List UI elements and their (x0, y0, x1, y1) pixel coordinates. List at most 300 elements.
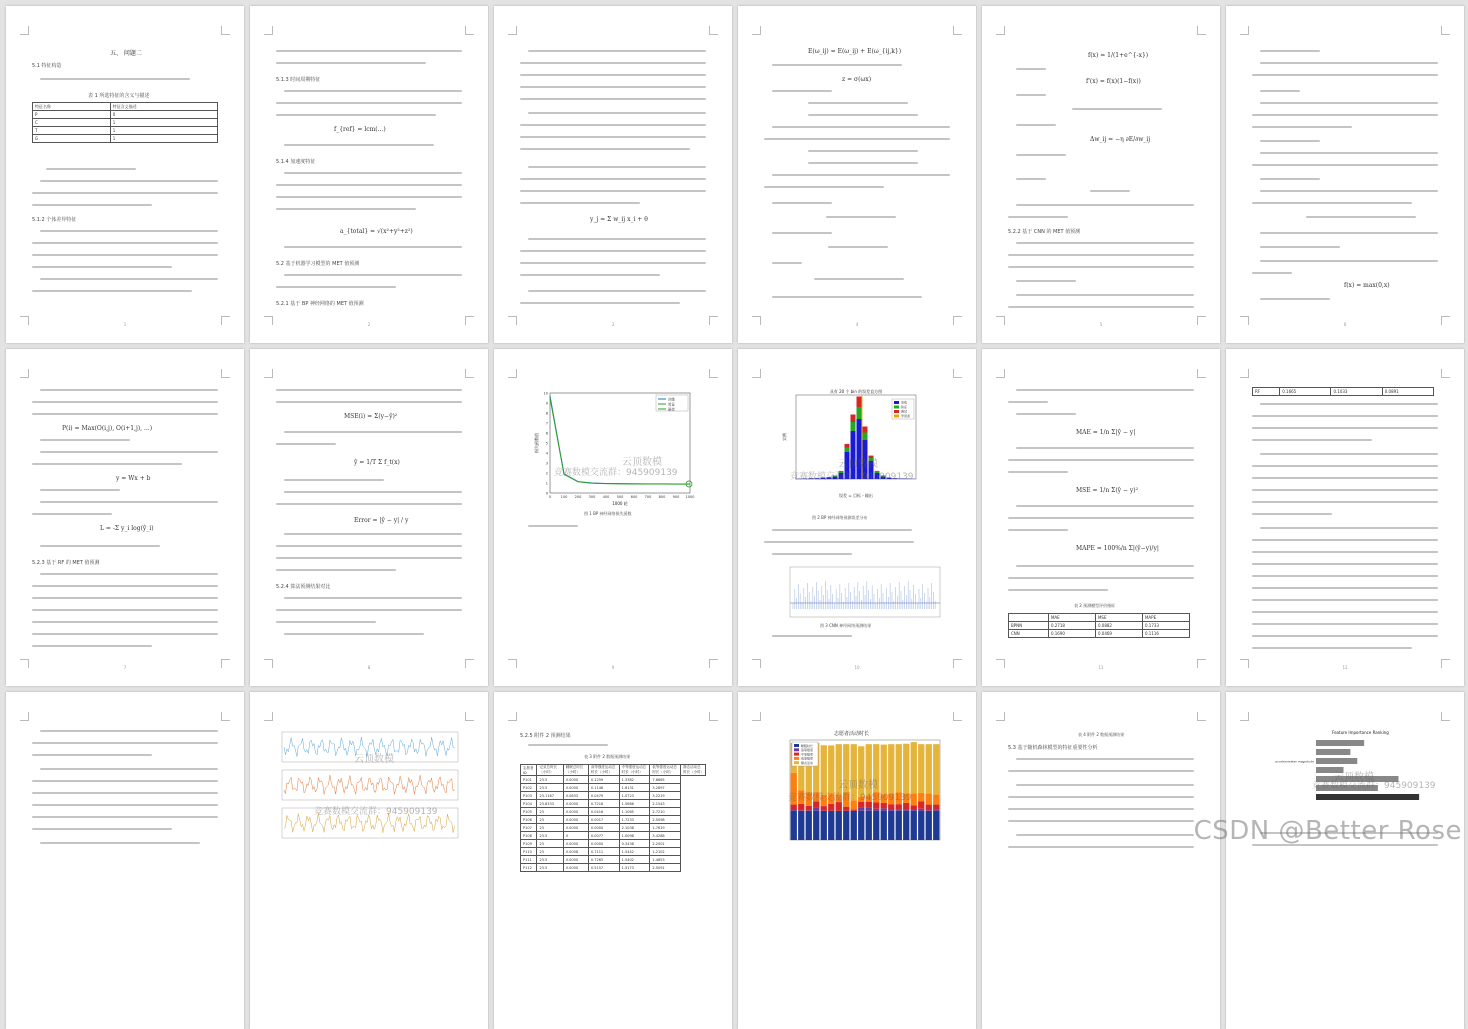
table-cell: 1 (110, 135, 217, 143)
formula: Δw_ij = −η ∂E/∂w_ij (1090, 136, 1150, 143)
document-page[interactable] (250, 349, 488, 686)
x-tick-label: 200 (575, 495, 582, 499)
stacked-bar-segment (896, 744, 902, 792)
table-cell: 1.2102 (650, 848, 681, 856)
formula: z = σ(ωx) (842, 76, 871, 83)
table-row (521, 832, 706, 840)
table-cell: RF (1253, 388, 1280, 396)
stacked-bar-segment (903, 810, 909, 811)
table-cell: 23.5 (537, 856, 563, 864)
table-cell: P104 (521, 800, 537, 808)
stacked-bar-segment (911, 742, 917, 793)
table-cell: 0.0017 (588, 816, 619, 824)
watermark-text: 云顶数模 (622, 453, 662, 468)
stacked-bar-segment (791, 805, 797, 810)
stacked-bar-segment (926, 805, 932, 811)
table-cell: 0.0833 (563, 792, 588, 800)
x-tick-label: 300 (589, 495, 596, 499)
document-page[interactable] (982, 692, 1220, 1029)
table-cell: 3.4288 (650, 832, 681, 840)
stacked-bar-segment (926, 811, 932, 840)
stacked-bar-segment (926, 744, 932, 793)
document-page[interactable] (6, 349, 244, 686)
stacked-bar-segment (813, 811, 819, 840)
feature-table (32, 102, 218, 143)
table-cell: 0.5157 (588, 864, 619, 872)
table-cell: 0.0000 (563, 808, 588, 816)
stacked-bar-segment (806, 806, 812, 811)
table-row (521, 848, 706, 856)
legend-label: 中等强度 (801, 751, 813, 756)
x-axis-label: 误差 = 目标 - 输出 (839, 492, 873, 498)
subsection-heading: 5.2.1 基于 BP 神经网络的 MET 值预测 (276, 300, 364, 307)
stacked-bar-segment (806, 811, 812, 840)
formula: P(i) = Max(O(i,j), O(i+1,j), ...) (62, 425, 152, 432)
stacked-bar-segment (933, 744, 939, 794)
csdn-watermark: CSDN @Better Rose (1194, 816, 1462, 846)
document-page[interactable] (738, 6, 976, 343)
table-cell: G (33, 135, 111, 143)
importance-bar (1316, 758, 1357, 764)
table-cell: C (33, 119, 111, 127)
figure-caption: 图 2 BP 神经网络预测误差分布 (812, 515, 868, 521)
importance-bar (1316, 740, 1364, 746)
x-axis-label: 1000 轮 (612, 500, 627, 506)
x-tick-label: 400 (603, 495, 610, 499)
metrics-table-continued (1252, 387, 1434, 396)
chart-title: 志愿者活动时长 (834, 730, 869, 737)
table-header: 静态活动总时长（小时） (681, 765, 706, 776)
stacked-bar-segment (911, 811, 917, 840)
page-number: 7 (6, 665, 244, 670)
document-page[interactable] (738, 349, 976, 686)
legend-swatch (794, 761, 799, 764)
table-cell: 0.1733 (1142, 622, 1189, 630)
page-number: 9 (494, 665, 732, 670)
legend-label: 睡眠时长 (801, 743, 813, 748)
crop-mark (20, 26, 29, 35)
document-page[interactable] (982, 349, 1220, 686)
table-row (521, 840, 706, 848)
prediction-table (520, 764, 706, 872)
table-cell: 0.0008 (563, 848, 588, 856)
legend-swatch (794, 744, 799, 747)
document-page[interactable] (1226, 6, 1464, 343)
bar-test (851, 415, 856, 423)
stacked-bar-segment (836, 811, 842, 840)
table-header: MAE (1048, 614, 1095, 622)
table-row (521, 776, 706, 784)
crop-mark (221, 26, 230, 35)
table-cell: 1 (110, 127, 217, 135)
table-cell: 0.0000 (563, 776, 588, 784)
document-page[interactable] (1226, 349, 1464, 686)
subsection-heading: 5.1.2 个体差异特征 (32, 216, 76, 223)
legend-swatch (894, 401, 899, 404)
subsection-heading: 5.2.4 算法预测结果对比 (276, 583, 330, 590)
stacked-bar-segment (873, 803, 879, 809)
formula: E(ω_ij) = E(ω_ij) + E(ω_{ij,k}) (808, 48, 901, 55)
subsection-heading: 5.2.2 基于 CNN 的 MET 值预测 (1008, 228, 1080, 235)
table-cell: 1.0723 (619, 792, 650, 800)
legend-swatch (894, 410, 899, 413)
stacked-bar-segment (888, 744, 894, 793)
watermark-text: 竞赛数模交流群：945909139 (1312, 778, 1436, 791)
table-cell: 23.5 (537, 776, 563, 784)
y-tick-label: 9 (546, 402, 548, 406)
table-header: 特征含义描述 (110, 103, 217, 111)
legend-swatch (894, 415, 899, 418)
bar-validation (845, 448, 850, 453)
table-cell: 1 (110, 119, 217, 127)
y-tick-label: 3 (546, 462, 548, 466)
y-tick-label: 8 (546, 412, 548, 416)
table-cell: 0 (110, 111, 217, 119)
legend-swatch (794, 753, 799, 756)
legend-swatch (794, 757, 799, 760)
table-cell: 0.1665 (1280, 388, 1331, 396)
stacked-bar-segment (798, 804, 804, 811)
table-cell: 1.5666 (619, 800, 650, 808)
legend-label: 低等强度 (801, 756, 813, 761)
document-page[interactable] (6, 6, 244, 343)
chart-title: 具有 20 个 bin 的误差直方图 (830, 388, 882, 394)
table-row (521, 784, 706, 792)
chart-title: Feature Importance Ranking (1332, 730, 1389, 735)
table-cell: 0.1116 (1142, 630, 1189, 638)
table-cell: 23.5 (537, 832, 563, 840)
x-tick-label: 700 (645, 495, 652, 499)
table-cell: 3.2897 (650, 784, 681, 792)
table-cell: P101 (521, 776, 537, 784)
watermark-text: 云顶数模 (838, 776, 878, 791)
table-cell: 23 (537, 816, 563, 824)
table-cell: 0.1146 (588, 784, 619, 792)
table-cell: 2.2001 (650, 840, 681, 848)
bar-validation (857, 407, 862, 419)
y-tick-label: 7 (546, 422, 548, 426)
formula: f(x) = 1/(1+e^{-x}) (1088, 52, 1148, 59)
stacked-bar-segment (918, 793, 924, 801)
legend-label: 验证 (901, 404, 907, 409)
table-cell: 23.8333 (537, 800, 563, 808)
table-cell: P105 (521, 808, 537, 816)
y-tick-label: 6 (546, 432, 548, 436)
page-number: 8 (250, 665, 488, 670)
table-caption: 表 3 附件 2 数据预测结果 (584, 754, 630, 760)
table-cell: P108 (521, 832, 537, 840)
table-cell: 2.1543 (650, 800, 681, 808)
formula: MAPE = 100%/n Σ|(ŷ−y)/y| (1076, 545, 1159, 552)
legend-label: 训练 (901, 400, 908, 405)
subsection-heading: 5.1 特征构造 (32, 62, 62, 69)
page-number: 3 (494, 322, 732, 327)
table-cell: 1.5402 (619, 856, 650, 864)
stacked-bar-segment (911, 810, 917, 811)
stacked-bar-segment (881, 811, 887, 840)
table-cell: P (33, 111, 111, 119)
table-cell: 7.6665 (650, 776, 681, 784)
table-cell: P107 (521, 824, 537, 832)
table-cell: 23.5 (537, 784, 563, 792)
table-cell: 1.5173 (619, 864, 650, 872)
stacked-bar-segment (933, 810, 939, 811)
formula: f'(x) = f(x)(1−f(x)) (1086, 78, 1141, 85)
stacked-bar-segment (813, 808, 819, 811)
watermark-text: 云顶数模 (354, 750, 394, 765)
table-cell: 0.0469 (1095, 630, 1142, 638)
formula: MSE(i) = Σ(y−ŷ)² (344, 413, 397, 420)
subsection-heading: 5.3 基于随机森林模型的特征重要性分析 (1008, 744, 1098, 751)
table-cell: 0.3438 (619, 840, 650, 848)
formula: y_j = Σ w_ij x_i + θ (590, 216, 648, 223)
legend-label: 测试 (901, 409, 907, 414)
x-tick-label: 100 (561, 495, 568, 499)
watermark-text: 竞赛数模交流群：945909139 (314, 804, 438, 817)
subsection-heading: 5.1.4 加速度特征 (276, 158, 315, 165)
table-cell: 0.0000 (563, 784, 588, 792)
table-row (521, 800, 706, 808)
stacked-bar-segment (843, 807, 849, 811)
y-axis-label: 损失函数值 (533, 433, 539, 453)
stacked-bar-segment (896, 811, 902, 840)
error-histogram-chart (780, 387, 950, 515)
legend-label: 零误差 (901, 413, 910, 418)
formula: MSE = 1/n Σ(ŷ − y)² (1076, 487, 1138, 494)
importance-bar (1316, 794, 1419, 800)
page-number: 4 (738, 322, 976, 327)
stacked-bar-segment (918, 801, 924, 809)
stacked-bar-segment (821, 811, 827, 840)
stacked-bar-segment (836, 802, 842, 811)
table-cell: 23 (537, 824, 563, 832)
stacked-bar-segment (821, 745, 827, 795)
table-cell: 0.7218 (588, 800, 619, 808)
stacked-bar-segment (933, 805, 939, 810)
y-axis-label: 实例 (781, 433, 787, 441)
table-cell: 0.0479 (588, 792, 619, 800)
table-cell: P103 (521, 792, 537, 800)
stacked-bar-segment (851, 810, 857, 811)
table-cell: 1.0098 (619, 832, 650, 840)
table-header: 记录总时长（小时） (537, 765, 563, 776)
table-cell: 1.1065 (619, 808, 650, 816)
table-cell: P109 (521, 840, 537, 848)
watermark-text: 云顶数模 (838, 455, 878, 470)
stacked-bar-segment (881, 803, 887, 808)
cnn-prediction-chart (784, 563, 944, 623)
table-header: 高等强度运动总时长（小时） (588, 765, 619, 776)
section-heading: 五、 问题二 (110, 48, 142, 57)
formula: f(x) = max(0,x) (1344, 282, 1390, 289)
document-page[interactable] (494, 349, 732, 686)
table-cell: P112 (521, 864, 537, 872)
document-page[interactable] (494, 692, 732, 1029)
stacked-bar-segment (918, 809, 924, 811)
stacked-bar-segment (798, 811, 804, 840)
page-number: 5 (982, 322, 1220, 327)
bar-validation (851, 422, 856, 431)
stacked-bar-segment (918, 811, 924, 840)
x-tick-label: 600 (631, 495, 638, 499)
table-cell: P111 (521, 856, 537, 864)
table-cell: BPNN (1009, 622, 1049, 630)
stacked-bar-segment (843, 811, 849, 840)
table-cell: 2.7210 (650, 808, 681, 816)
y-tick-label: 0 (546, 492, 548, 496)
stacked-bar-segment (828, 804, 834, 811)
document-page[interactable] (494, 6, 732, 343)
table-cell: 0.1259 (588, 776, 619, 784)
table-header: 特征名称 (33, 103, 111, 111)
legend-label: 高等强度 (801, 747, 813, 752)
table-cell: 0.0000 (563, 864, 588, 872)
stacked-bar-segment (896, 804, 902, 809)
stacked-bar-segment (866, 811, 872, 840)
stacked-bar-segment (851, 811, 857, 840)
table-cell: 0.0000 (563, 856, 588, 864)
watermark-text: 竞赛数模交流群：945909139 (790, 469, 914, 482)
feature-label: accelerometer magnitude (1275, 760, 1314, 764)
stacked-bar-segment (858, 811, 864, 840)
stacked-bar-segment (888, 810, 894, 811)
figure-caption: 图 3 CNN 神经网络预测结果 (820, 623, 871, 629)
importance-bar (1316, 749, 1350, 755)
subsection-heading: 5.2 基于机器学习模型的 MET 值预测 (276, 260, 359, 267)
table-cell: 23 (537, 848, 563, 856)
table-cell: 1.7233 (619, 816, 650, 824)
formula: y = Wx + b (116, 475, 150, 482)
document-page[interactable] (1226, 692, 1464, 1029)
table-header: 低等强度运动总时长（小时） (650, 765, 681, 776)
table-cell: 1.3382 (619, 776, 650, 784)
document-page[interactable] (250, 692, 488, 1029)
stacked-bar-segment (881, 808, 887, 811)
table-cell: P110 (521, 848, 537, 856)
table-cell: 0.0000 (563, 816, 588, 824)
subsection-heading: 5.2.3 基于 RF 的 MET 值预测 (32, 559, 100, 566)
stacked-bar-segment (903, 744, 909, 794)
stacked-bar-segment (933, 811, 939, 840)
page-number: 11 (982, 665, 1220, 670)
stacked-bar-segment (896, 809, 902, 811)
stacked-bar-segment (918, 744, 924, 793)
table-header: MSE (1095, 614, 1142, 622)
table-cell: 2.1038 (619, 824, 650, 832)
formula: f_{ref} = lcm(...) (334, 126, 386, 133)
loss-line-chart (532, 385, 702, 525)
document-page[interactable] (250, 6, 488, 343)
stacked-bar-segment (933, 795, 939, 805)
stacked-bar-segment (791, 810, 797, 811)
formula: ŷ = 1/T Σ f_t(x) (354, 459, 400, 466)
subsection-heading: 5.1.3 时间周期特征 (276, 76, 320, 83)
table-cell: 3.2219 (650, 792, 681, 800)
table-cell: 1.4853 (650, 856, 681, 864)
table-cell: P106 (521, 816, 537, 824)
stacked-bar-segment (903, 811, 909, 840)
table-cell: 0.7111 (588, 848, 619, 856)
table-cell: P102 (521, 784, 537, 792)
legend-label: 最佳 (668, 407, 676, 412)
subsection-heading: 5.2.5 附件 2 预测结果 (520, 732, 571, 739)
table-cell: 0.0000 (588, 824, 619, 832)
table-row (521, 808, 706, 816)
table-row (521, 816, 706, 824)
table-cell: 2.5098 (650, 816, 681, 824)
y-tick-label: 2 (546, 472, 548, 476)
y-tick-label: 5 (546, 442, 548, 446)
table-cell: 0.7263 (588, 856, 619, 864)
page-number: 6 (1226, 322, 1464, 327)
stacked-bar-segment (873, 809, 879, 811)
formula: Error = |ŷ − y| / y (354, 517, 408, 524)
table-cell: 0.2718 (1048, 622, 1095, 630)
metrics-table (1008, 613, 1190, 638)
table-header: MAPE (1142, 614, 1189, 622)
formula: L = -Σ y_i log(ŷ_i) (100, 525, 154, 532)
watermark-text: 竞赛数模交流群：945909139 (788, 790, 912, 803)
document-page[interactable] (982, 6, 1220, 343)
table-cell: 0 (563, 832, 588, 840)
document-page[interactable] (738, 692, 976, 1029)
table-header (1009, 614, 1049, 622)
table-caption: 表 2 预测模型评价指标 (1074, 603, 1115, 609)
x-tick-label: 0 (549, 495, 551, 499)
met-comparison-chart (276, 728, 466, 848)
stacked-bar-segment (888, 804, 894, 810)
page-number: 1 (6, 322, 244, 327)
page-number: 2 (250, 322, 488, 327)
formula: a_{total} = √(x²+y²+z²) (340, 228, 413, 235)
legend-swatch (894, 406, 899, 409)
figure-caption: 图 1 BP 神经网络损失函数 (584, 511, 632, 517)
stacked-bar-segment (828, 811, 834, 840)
table-cell: 0.0000 (563, 840, 588, 848)
watermark-text: 竞赛数模交流群：945909139 (554, 465, 678, 478)
table-cell: 0.0000 (563, 824, 588, 832)
x-tick-label: 800 (659, 495, 666, 499)
table-row (521, 864, 706, 872)
table-cell: 0.0077 (588, 832, 619, 840)
stacked-bar-segment (828, 745, 834, 793)
table-cell: 1.7619 (650, 824, 681, 832)
bar-test (845, 444, 850, 448)
formula: MAE = 1/n Σ|ŷ − y| (1076, 429, 1135, 436)
stacked-bar-segment (926, 793, 932, 804)
stacked-bar-segment (888, 811, 894, 840)
document-page[interactable] (6, 692, 244, 1029)
table-caption: 表 1 所选特征的含义与描述 (88, 92, 149, 99)
table-cell: 0.0000 (588, 840, 619, 848)
stacked-bar-segment (873, 811, 879, 840)
stacked-bar-segment (858, 808, 864, 811)
y-tick-label: 4 (546, 452, 549, 456)
table-cell: 23 (537, 840, 563, 848)
page-number: 10 (738, 665, 976, 670)
bar-test (863, 427, 868, 433)
table-cell: 0.0000 (563, 800, 588, 808)
table-cell: T (33, 127, 111, 135)
table-cell: 23 (537, 808, 563, 816)
stacked-bar-segment (881, 745, 887, 795)
table-cell: 23.5 (537, 864, 563, 872)
stacked-bar-segment (903, 803, 909, 810)
table-cell: CNN (1009, 630, 1049, 638)
table-cell: 0.1033 (1331, 388, 1382, 396)
table-caption: 表 4 附件 2 数据预测结果 (1078, 732, 1124, 738)
watermark-text: 云顶数模 (1334, 768, 1374, 783)
